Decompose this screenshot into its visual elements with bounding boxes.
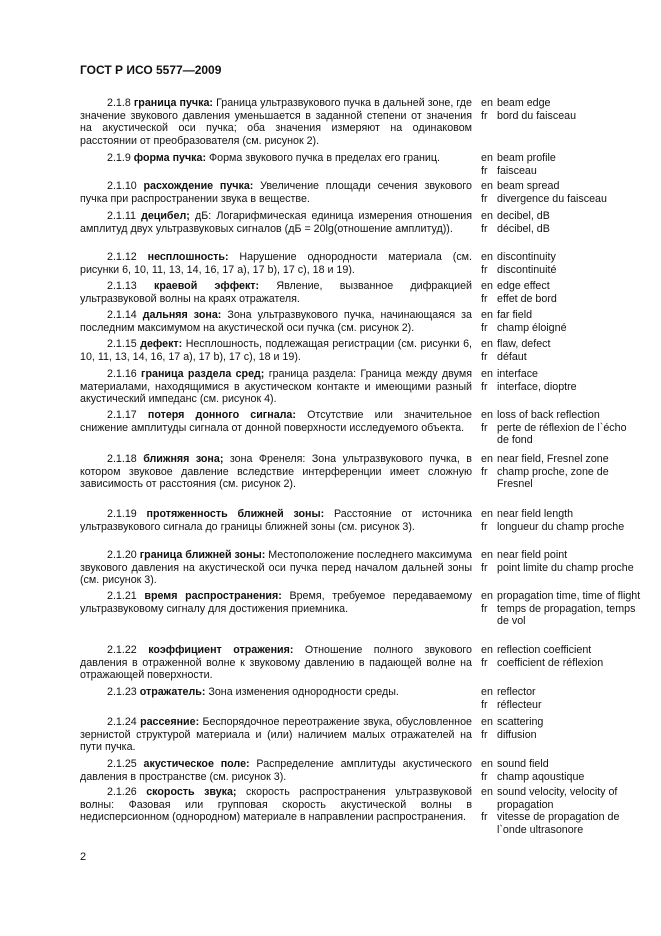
lang-code-fr: fr bbox=[481, 350, 488, 363]
term-title: децибел; bbox=[141, 210, 190, 222]
term-number: 2.1.17 bbox=[107, 409, 137, 421]
term-translations bbox=[481, 210, 641, 235]
lang-code-fr: fr bbox=[481, 421, 488, 434]
term-title: потеря донного сигнала: bbox=[147, 409, 296, 421]
term-number: 2.1.19 bbox=[107, 508, 137, 520]
translation-fr: interface, dioptre bbox=[497, 380, 577, 393]
term-title: краевой эффект: bbox=[153, 280, 260, 292]
term-definition-text: Беспорядочное переотражение звука, обусловленное зернистой структурой материала и (или) наличием малых отражателей на пути пучка. bbox=[80, 716, 472, 754]
lang-code-fr: fr bbox=[481, 292, 488, 305]
translation-fr: bord du faisceau bbox=[497, 109, 577, 122]
term-translations bbox=[481, 453, 641, 491]
lang-code-en: en bbox=[481, 716, 493, 728]
term-title: отражатель: bbox=[139, 686, 206, 698]
term-definition-text: Отношение полного звукового давления в отраженной волне к звуковому давлению в падающей волне на отражающей поверхности. bbox=[80, 644, 472, 682]
term-number: 2.1.23 bbox=[107, 686, 137, 698]
term-definition-ru bbox=[80, 251, 472, 276]
lang-code-fr: fr bbox=[481, 263, 488, 276]
term-definition-ru bbox=[80, 716, 472, 754]
lang-code-fr: fr bbox=[481, 728, 488, 741]
term-title: протяженность ближней зоны: bbox=[146, 508, 325, 520]
term-definition-text: Нарушение однородности материала (см. рисунки 6, 10, 11, 13, 14, 16, 17 а), 17 b), 17 c), 18 и 19). bbox=[80, 251, 472, 276]
term-title: скорость звука; bbox=[146, 786, 237, 798]
lang-code-fr: fr bbox=[481, 811, 488, 824]
term-number: 2.1.8 bbox=[107, 97, 131, 109]
term-translations bbox=[481, 786, 641, 836]
term-number: 2.1.16 bbox=[107, 368, 137, 380]
translation-fr: longueur du champ proche bbox=[497, 520, 625, 533]
term-number: 2.1.25 bbox=[107, 758, 137, 770]
lang-code-fr: fr bbox=[481, 770, 488, 783]
lang-code-en: en bbox=[481, 152, 493, 164]
term-translations bbox=[481, 180, 641, 205]
lang-code-fr: fr bbox=[481, 656, 488, 669]
term-definition-text: Распределение амплитуды акустического давления в пространстве (см. рисунок 3). bbox=[80, 758, 472, 783]
lang-code-en: en bbox=[481, 368, 493, 380]
translation-en: near field, Fresnel zone bbox=[497, 453, 609, 465]
term-translations bbox=[481, 644, 641, 669]
term-definition-ru bbox=[80, 453, 472, 491]
term-definition-ru bbox=[80, 309, 472, 334]
term-definition-text: дБ: Логарифмическая единица измерения отношения амплитуд двух ультразвуковых сигналов (дБ = 20lg(отношение амплитуд)). bbox=[80, 210, 472, 235]
term-definition-text: Граница ультразвукового пучка в дальней зоне, где значение звукового давления уменьшается в заданной степени от значения на акустической оси пучка; оба значения измеряют на одинаковом расстоянии от преобразователя (см. рисунок 2). bbox=[80, 97, 472, 147]
term-translations bbox=[481, 758, 641, 783]
translation-en: propagation time, time of flight bbox=[497, 590, 641, 602]
term-title: расхождение пучка: bbox=[143, 180, 254, 192]
translation-fr: effet de bord bbox=[497, 292, 557, 305]
translation-en: interface bbox=[497, 368, 538, 380]
translation-en: beam profile bbox=[497, 152, 556, 164]
lang-code-en: en bbox=[481, 549, 493, 561]
term-definition-ru bbox=[80, 644, 472, 682]
translation-en: reflection coefficient bbox=[497, 644, 592, 656]
lang-code-en: en bbox=[481, 409, 493, 421]
term-number: 2.1.11 bbox=[107, 210, 136, 222]
term-number: 2.1.21 bbox=[107, 590, 137, 602]
term-title: несплошность: bbox=[147, 251, 229, 263]
translation-en: decibel, dB bbox=[497, 210, 550, 222]
term-definition-ru bbox=[80, 152, 472, 165]
term-definition-text: граница раздела: Граница между двумя материалами, находящимися в акустическом контакте и имеющими разный акустический импеданс (см. рисунок 4). bbox=[80, 368, 472, 406]
lang-code-fr: fr bbox=[481, 602, 488, 615]
term-definition-text: Расстояние от источника ультразвукового сигнала до границы ближней зоны (см. рисунок 3). bbox=[80, 508, 472, 533]
term-title: граница раздела сред; bbox=[141, 368, 265, 380]
term-title: дальняя зона: bbox=[142, 309, 222, 321]
term-definition-text: зона Френеля: Зона ультразвукового пучка, в котором звуковое давление вследствие интерференции имеет сложную зависимость от расстояния (см. рисунок 2). bbox=[80, 453, 472, 491]
lang-code-fr: fr bbox=[481, 164, 488, 177]
term-definition-text: Несплошность, подлежащая регистрации (см. рисунки 6, 10, 11, 13, 14, 16, 17 а), 17 b), 17 c), 18 и 19). bbox=[80, 338, 472, 363]
term-definition-ru bbox=[80, 508, 472, 533]
term-definition-ru bbox=[80, 686, 472, 699]
lang-code-en: en bbox=[481, 508, 493, 520]
translation-fr: champ éloigné bbox=[497, 321, 567, 334]
lang-code-fr: fr bbox=[481, 465, 488, 478]
lang-code-fr: fr bbox=[481, 520, 488, 533]
lang-code-en: en bbox=[481, 210, 493, 222]
translation-en: discontinuity bbox=[497, 251, 556, 263]
translation-fr: coefficient de réflexion bbox=[497, 656, 604, 669]
term-translations bbox=[481, 508, 641, 533]
term-definition-ru bbox=[80, 549, 472, 587]
lang-code-fr: fr bbox=[481, 380, 488, 393]
term-title: граница ближней зоны: bbox=[139, 549, 266, 561]
term-definition-ru bbox=[80, 97, 472, 147]
translation-en: near field length bbox=[497, 508, 574, 520]
term-definition-ru bbox=[80, 180, 472, 205]
lang-code-en: en bbox=[481, 309, 493, 321]
term-definition-text: скорость распространения ультразвуковой волны: Фазовая или групповая скорость акустической волны в недисперсионном (однородном) материале в направлении распространения. bbox=[80, 786, 472, 824]
term-translations bbox=[481, 368, 641, 393]
lang-code-fr: fr bbox=[481, 222, 488, 235]
term-title: ближняя зона; bbox=[143, 453, 224, 465]
term-translations bbox=[481, 686, 641, 711]
term-title: дефект: bbox=[140, 338, 183, 350]
translation-fr: diffusion bbox=[497, 728, 537, 741]
term-definition-text: Форма звукового пучка в пределах его границ. bbox=[209, 152, 440, 164]
lang-code-en: en bbox=[481, 338, 493, 350]
term-definition-ru bbox=[80, 368, 472, 406]
term-definition-ru bbox=[80, 590, 472, 615]
term-definition-text: Местоположение последнего максимума звукового давления на акустической оси пучка перед началом дальней зоны (см. рисунок 3). bbox=[80, 549, 472, 587]
translation-fr: décibel, dB bbox=[497, 222, 550, 235]
term-number: 2.1.18 bbox=[107, 453, 137, 465]
term-number: 2.1.22 bbox=[107, 644, 137, 656]
term-translations bbox=[481, 549, 641, 574]
lang-code-fr: fr bbox=[481, 109, 488, 122]
translation-fr: champ aqoustique bbox=[497, 770, 585, 783]
translation-en: edge effect bbox=[497, 280, 550, 292]
term-definition-ru bbox=[80, 758, 472, 783]
lang-code-en: en bbox=[481, 453, 493, 465]
term-number: 2.1.14 bbox=[107, 309, 137, 321]
term-definition-text: Зона изменения однородности среды. bbox=[208, 686, 399, 698]
term-definition-ru bbox=[80, 338, 472, 363]
term-definition-ru bbox=[80, 210, 472, 235]
translation-en: far field bbox=[497, 309, 533, 321]
term-definition-text: Отсутствие или значительное снижение амплитуды сигнала от донной поверхности исследуемого объекта. bbox=[80, 409, 472, 434]
translation-en: beam edge bbox=[497, 97, 551, 109]
term-translations bbox=[481, 280, 641, 305]
lang-code-fr: fr bbox=[481, 698, 488, 711]
translation-fr: faisceau bbox=[497, 164, 537, 177]
term-definition-ru bbox=[80, 786, 472, 824]
term-definition-text: Увеличение площади сечения звукового пучка при распространении звука в веществе. bbox=[80, 180, 472, 205]
term-title: граница пучка: bbox=[133, 97, 213, 109]
term-title: коэффициент отражения: bbox=[148, 644, 294, 656]
translation-en: sound velocity, velocity of propagation bbox=[497, 786, 618, 811]
page-number: 2 bbox=[80, 851, 87, 863]
document-header: ГОСТ Р ИСО 5577—2009 bbox=[80, 63, 222, 77]
term-number: 2.1.9 bbox=[107, 152, 131, 164]
term-title: время распространения: bbox=[144, 590, 282, 602]
translation-en: sound field bbox=[497, 758, 549, 770]
translation-fr: défaut bbox=[497, 350, 527, 363]
translation-en: beam spread bbox=[497, 180, 560, 192]
translation-fr: point limite du champ proche bbox=[497, 561, 634, 574]
term-number: 2.1.12 bbox=[107, 251, 137, 263]
translation-en: near field point bbox=[497, 549, 568, 561]
term-definition-text: Время, требуемое передаваемому ультразвуковому сигналу для достижения приемника. bbox=[80, 590, 472, 615]
term-number: 2.1.13 bbox=[107, 280, 137, 292]
term-number: 2.1.20 bbox=[107, 549, 137, 561]
lang-code-en: en bbox=[481, 180, 493, 192]
term-number: 2.1.24 bbox=[107, 716, 137, 728]
term-translations bbox=[481, 716, 641, 741]
translation-fr: divergence du faisceau bbox=[497, 192, 607, 205]
term-translations bbox=[481, 590, 641, 628]
lang-code-en: en bbox=[481, 786, 493, 798]
term-number: 2.1.10 bbox=[107, 180, 137, 192]
translation-en: reflector bbox=[497, 686, 536, 698]
term-definition-ru bbox=[80, 280, 472, 305]
lang-code-en: en bbox=[481, 644, 493, 656]
term-translations bbox=[481, 409, 641, 447]
term-title: рассеяние: bbox=[140, 716, 200, 728]
term-definition-ru bbox=[80, 409, 472, 434]
term-translations bbox=[481, 309, 641, 334]
translation-fr: champ proche, zone de Fresnel bbox=[497, 465, 609, 491]
term-number: 2.1.15 bbox=[107, 338, 137, 350]
translation-fr: discontinuité bbox=[497, 263, 557, 276]
lang-code-en: en bbox=[481, 686, 493, 698]
term-number: 2.1.26 bbox=[107, 786, 137, 798]
lang-code-en: en bbox=[481, 97, 493, 109]
translation-fr: temps de propagation, temps de vol bbox=[497, 602, 636, 628]
term-definition-text: Зона ультразвукового пучка, начинающаяся за последним максимумом на акустической оси пучка (см. рисунок 2). bbox=[80, 309, 472, 334]
translation-fr: perte de réflexion de l`écho de fond bbox=[497, 421, 627, 447]
lang-code-fr: fr bbox=[481, 192, 488, 205]
lang-code-en: en bbox=[481, 758, 493, 770]
term-title: форма пучка: bbox=[133, 152, 207, 164]
translation-en: loss of back reflection bbox=[497, 409, 600, 421]
lang-code-en: en bbox=[481, 590, 493, 602]
lang-code-en: en bbox=[481, 251, 493, 263]
translation-en: scattering bbox=[497, 716, 544, 728]
lang-code-fr: fr bbox=[481, 561, 488, 574]
lang-code-en: en bbox=[481, 280, 493, 292]
term-definition-text: Явление, вызванное дифракцией ультразвуковой волны на краях отражателя. bbox=[80, 280, 473, 305]
term-translations bbox=[481, 338, 641, 363]
lang-code-fr: fr bbox=[481, 321, 488, 334]
translation-en: flaw, defect bbox=[497, 338, 551, 350]
translation-fr: réflecteur bbox=[497, 698, 542, 711]
term-translations bbox=[481, 152, 641, 177]
term-title: акустическое поле: bbox=[143, 758, 250, 770]
translation-fr: vitesse de propagation de l`onde ultrasonore bbox=[497, 811, 620, 836]
term-translations bbox=[481, 251, 641, 276]
term-translations bbox=[481, 97, 641, 122]
